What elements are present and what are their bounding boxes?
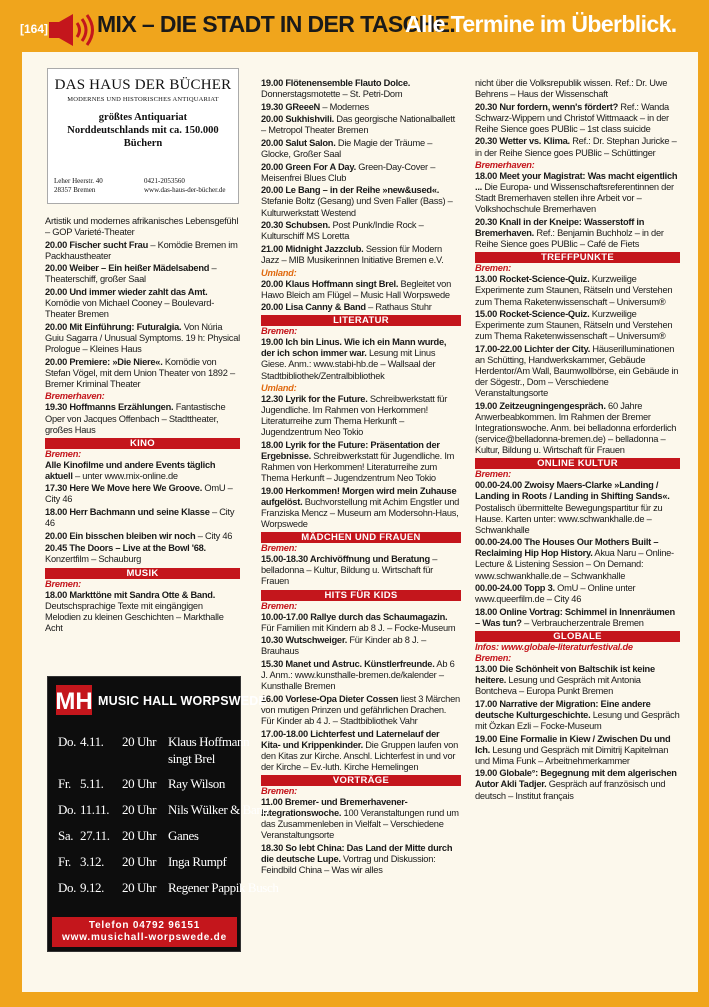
entry-title: 20.00 Klaus Hoffmann singt Brel.	[261, 278, 399, 289]
entry-details: OmU – Online unter www.queerfilm.de – City 46	[475, 583, 636, 605]
listing-entry	[261, 486, 461, 530]
entry-details: Vortrag und Diskussion: Feindbild China – Was wir alles	[261, 853, 436, 875]
page-title: MIX – DIE STADT IN DER TASCHE.	[97, 11, 456, 37]
city-label: Infos: www.globale-literaturfestival.de	[475, 642, 633, 653]
entry-details: Gespräch auf französisch und deutsch – Institut français	[475, 779, 666, 801]
entry-title: 20.00 Fischer sucht Frau	[45, 239, 149, 250]
entry-title: 00.00-24.00 Topp 3.	[475, 583, 555, 594]
entry-details: Lesung und Gespräch mit Dimitrij Kapitelman und Mima Funk – Arbeitnehmerkammer	[475, 744, 669, 766]
listing-entry	[261, 797, 461, 841]
entry-title: 20.00 Green For A Day.	[261, 161, 356, 172]
entry-title: 20.00 Sukhishvili.	[261, 114, 335, 125]
entry-details: – unter www.mix-online.de	[72, 470, 178, 481]
event-act: Regener Pappik Busch	[168, 880, 279, 895]
event-act: Klaus Hoffmann	[168, 734, 250, 749]
ad-books-name: DAS HAUS DER BÜCHER	[54, 77, 232, 93]
listing-entry	[475, 607, 680, 629]
listing-entry	[45, 287, 240, 320]
entry-title: 00.00-24.00 The Houses Our Mothers Built – Reclaiming Hip Hop History.	[475, 537, 659, 559]
entry-title: 19.00 Eine Formalie in Kiew / Zwischen Du und Ich.	[475, 733, 671, 755]
listing-entry	[261, 554, 461, 587]
entry-title: 18.30 So lebt China: Das Land der Mitte durch die deutsche Lupe.	[261, 842, 453, 864]
listing-entry	[261, 220, 461, 242]
listing-entry	[261, 612, 461, 634]
entry-details: Post Punk/Indie Rock – Kulturschiff MS Loretta	[261, 220, 424, 242]
event-date: 9.12.	[80, 880, 105, 895]
entry-title: 17.00-18.00 Lichterfest und Laternelauf der Kita- und Krippenkinder.	[261, 728, 440, 750]
entry-title: 20.00 Le Bang – in der Reihe »new&used«.	[261, 185, 440, 196]
city-label: Bremen:	[45, 578, 81, 589]
section-header: ONLINE KULTUR	[475, 458, 680, 469]
entry-title: 19.00 Ich bin Linus. Wie ich ein Mann wurde, der ich schon immer war.	[261, 337, 447, 359]
listing-entry: Artistik und modernes afrikanisches Lebensgefühl – GOP Varieté-Theater	[45, 216, 239, 238]
region-label: Umland:	[261, 267, 297, 278]
section-header: TREFFPUNKTE	[475, 252, 680, 263]
entry-details: Akua Naru – Online-Lecture & Listening Session – On Demand: www.schwankhalle.de – Schwankhalle	[475, 548, 674, 581]
city-label: Bremen:	[475, 653, 511, 664]
entry-details: Von Núria Guiu Sagarra / Unusual Symptoms. 19 h: Physical Prologue – Kleines Haus	[45, 321, 240, 355]
entry-title: 15.00 Rocket-Science-Quiz.	[475, 309, 590, 320]
ad-books-claim: größtes Antiquariat Norddeutschlands mit ca. 150.000 Büchern	[67, 112, 219, 149]
entry-details: – City 46	[45, 507, 235, 529]
entry-details: Kurzweilige Experimente zum Staunen, Rätseln und Verstehen zum Thema Raketenwissenschaft – Universum®	[475, 274, 673, 307]
entry-details: Für Familien mit Kindern ab 8 J. – Focke-Museum	[261, 622, 456, 633]
listing-entry	[45, 240, 240, 262]
entry-details: 60 Jahre Anwerbeabkommen. Im Rahmen der Bremer Integrationswoche. Anm. bei belladonna erforderlich (service@belladonna-bremen.de) – belladonna – Kultur, Bildung u. Wirtschaft für Frauen	[475, 400, 677, 456]
listing-entry	[261, 440, 461, 484]
entry-title: 10.00-17.00 Rallye durch das Schaumagazin.	[261, 611, 448, 622]
section-header: KINO	[45, 438, 240, 449]
music-hall-logo	[55, 683, 268, 717]
entry-title: 11.00 Bremer- und Bremerhavener-Integrationswoche.	[261, 796, 408, 818]
entry-title: 21.00 Midnight Jazzclub.	[261, 243, 364, 254]
listing-entry	[475, 583, 680, 605]
listing-entry	[45, 460, 240, 482]
entry-details: Lesung und Gespräch mit Özkan Ezli – Focke-Museum	[475, 709, 680, 731]
entry-details: Green-Day-Cover – Meisenfrei Blues Club	[261, 161, 436, 183]
listing-entry	[261, 162, 461, 184]
entry-details: Begleitet von Hawo Bleich am Flügel – Music Hall Worpswede	[261, 278, 452, 300]
listing-entry	[261, 337, 461, 381]
entry-details: – Modernes	[320, 101, 369, 112]
event-act: Inga Rumpf	[168, 854, 227, 869]
entry-title: Alle Kinofilme und andere Events täglich aktuell	[45, 459, 216, 481]
entry-title: 00.00-24.00 Zwoisy Maers-Clarke »Landing / Landing in Roots / Landing in Shifting Sands«.	[475, 480, 670, 502]
section-header: GLOBALE	[475, 631, 680, 642]
listing-entry	[261, 114, 461, 136]
listing-entry	[45, 402, 240, 435]
entry-title: 18.00 Herr Bachmann und seine Klasse	[45, 507, 210, 518]
entry-details: Komödie von Michael Cooney – Boulevard-Theater Bremen	[45, 298, 215, 320]
ad-haus-der-buecher[interactable]	[47, 68, 239, 204]
entry-details: Postalisch übermittelte Bewegungspartitur für zu Hause. Karten unter: www.schwankhalle.de – Schwankhalle	[475, 502, 663, 535]
entry-details: Deutschsprachige Texte mit eingängigen Melodien zu kleinen Geschichten – Markthalle Acht	[45, 600, 224, 633]
event-day: Fr.	[58, 776, 71, 791]
listing-entry	[45, 543, 240, 565]
entry-title: 19.00 Herkommen! Morgen wird mein Zuhause aufgelöst.	[261, 485, 457, 507]
listing-entry	[475, 480, 680, 535]
event-time: 20 Uhr	[122, 776, 157, 791]
listing-entry	[475, 136, 680, 158]
entry-title: 20.30 Schubsen.	[261, 220, 331, 231]
section-header: HITS FÜR KIDS	[261, 590, 461, 601]
listing-entry	[475, 537, 680, 581]
entry-details: – Rathaus Stuhr	[365, 302, 432, 313]
entry-details: liest 3 Märchen von mutigen Prinzen und gefährlichen Drachen. Für Kinder ab 4 J. – Stadtbibliothek Vahr	[261, 693, 460, 726]
listing-column-1	[45, 216, 240, 635]
entry-details: Stefanie Boltz (Gesang) und Sven Faller (Bass) – Kulturwerkstatt Westend	[261, 196, 453, 218]
listing-entry	[261, 102, 461, 113]
entry-title: 20.00 Salut Salon.	[261, 137, 336, 148]
listing-entry	[261, 843, 461, 876]
listing-entry	[45, 263, 240, 285]
event-date: 11.11.	[80, 802, 110, 817]
listing-entry	[475, 664, 680, 697]
entry-details: Für Kinder ab 8 J. – Brauhaus	[261, 635, 427, 657]
entry-details: Fantastische Oper von Jacques Offenbach – Stadttheater, großes Haus	[45, 402, 226, 435]
city-label: Bremen:	[45, 448, 81, 459]
event-act: Ray Wilson	[168, 776, 225, 791]
event-time: 20 Uhr	[122, 802, 157, 817]
entry-title: 19.00 Zeitzeugningengespräch.	[475, 400, 606, 411]
entry-title: 20.30 Nur fordern, wenn's fördert?	[475, 101, 619, 112]
entry-details: Lesung mit Linus Giese. Anm.: www.stabi-hb.de – Wallsaal der Stadtbibliothek/Zentralbibliothek	[261, 348, 436, 381]
region-label: Umland:	[261, 383, 297, 394]
ad-books-address: Leher Heerstr. 40 28357 Bremen	[54, 177, 103, 194]
city-label: Bremerhaven:	[45, 391, 105, 402]
entry-details: Schreibwerkstatt für Jugendliche. Im Rahmen von Herkommen! Literaturreihe zum Thema Herkunft – Jugendzentrum Neo Tokio	[261, 451, 455, 484]
listing-entry	[45, 322, 240, 355]
listing-entry	[475, 401, 680, 456]
entry-details: Ref.: Dr. Stephan Juricke – in der Reihe Sience goes PUBlic – Schüttinger	[475, 136, 677, 158]
entry-details: – Theaterschiff, großer Saal	[45, 263, 217, 285]
entry-details: – Verbraucherzentrale Bremen	[521, 617, 644, 628]
city-label: Bremerhaven:	[475, 160, 535, 171]
listing-column-3	[475, 78, 680, 803]
entry-title: 18.00 Lyrik for the Future: Präsentation der Ergebnisse.	[261, 440, 440, 462]
entry-details: Kurzweilige Experimente zum Staunen, Rätseln und Verstehen zum Thema Raketenwissenschaft – Universum®	[475, 309, 673, 342]
event-date: 3.12.	[80, 854, 105, 869]
listing-entry: nicht über die Volksrepublik wissen. Ref.: Dr. Uwe Behrens – Haus der Wissenschaft	[475, 78, 668, 100]
entry-details: – City 46	[195, 530, 233, 541]
event-day: Fr.	[58, 854, 71, 869]
event-act: singt Brel	[168, 751, 215, 766]
music-hall-logo-mark: MH	[55, 688, 93, 715]
entry-title: 17.00-22.00 Lichter der City.	[475, 343, 591, 354]
entry-title: 19.00 Globale°: Begegnung mit dem algerischen Autor Akli Tadjer.	[475, 768, 677, 790]
entry-title: 20.00 Ein bisschen bleiben wir noch	[45, 530, 196, 541]
listing-entry	[475, 699, 680, 732]
page-number: [164]	[20, 22, 49, 36]
entry-title: 20.00 Lisa Canny & Band	[261, 302, 366, 313]
entry-title: 10.30 Wutschweiger.	[261, 635, 348, 646]
ad-books-contact: 0421-2053560 www.das-haus-der-bücher.de	[144, 177, 226, 194]
entry-details: Komödie von Stefan Vögel, mit dem Union Theater von 1892 – Bremer Kriminal Theater	[45, 356, 235, 389]
event-date: 5.11.	[80, 776, 104, 791]
entry-details: 100 Veranstaltungen rund um das Zusammenleben in Vielfalt – Verschiedene Veranstaltungsorte	[261, 807, 459, 841]
entry-details: Ref.: Wanda Schwarz-Wippern und Christof Wittmaack – in der Reihe Sience goes PUBlic – 1st class suicide	[475, 101, 669, 134]
listing-entry	[261, 138, 461, 160]
listing-entry	[261, 635, 461, 657]
event-date: 27.11.	[80, 828, 110, 843]
listing-entry	[475, 309, 680, 342]
event-date: 4.11.	[80, 734, 104, 749]
event-time: 20 Uhr	[122, 828, 157, 843]
section-header: VORTRÄGE	[261, 775, 461, 786]
entry-details: Ref.: Benjamin Buchholz – in der Reihe Sience goes PUBlic – Café de Fiets	[475, 228, 664, 250]
entry-title: 19.30 Hoffmanns Erzählungen.	[45, 402, 174, 413]
entry-details: Die Gruppen laufen von den Kitas zur Kirche. Anschl. Lichterfest in und vor der Kirche – Ev.-luth. Kirche Hemelingen	[261, 739, 459, 772]
listing-entry	[261, 302, 461, 313]
entry-details: Die Magie der Träume – Glocke, Großer Saal	[261, 137, 433, 160]
entry-title: 20.00 Mit Einführung: Futuralgia.	[45, 321, 182, 332]
entry-details: Konzertfilm – Schauburg	[45, 554, 142, 565]
page-subtitle: Alle Termine im Überblick.	[405, 11, 677, 37]
entry-details: Buchvorstellung mit Achim Engstler und Franziska Mencz – Museum am Modersohn-Haus, Worpswede	[261, 497, 460, 530]
listing-entry	[475, 734, 680, 767]
section-header: LITERATUR	[261, 315, 461, 326]
event-day: Do.	[58, 802, 76, 817]
section-header: MUSIK	[45, 568, 240, 579]
event-act: Nils Wülker & Band	[168, 802, 269, 817]
event-day: Do.	[58, 734, 76, 749]
entry-title: 19.30 GReeeN	[261, 101, 321, 112]
entry-title: 19.00 Flötenensemble Flauto Dolce.	[261, 78, 411, 88]
entry-title: 20.30 Knall in der Kneipe: Wasserstoff in Bremerhaven.	[475, 217, 645, 239]
entry-title: 20.00 Premiere: »Die Niere«.	[45, 356, 163, 367]
listing-entry	[45, 590, 240, 634]
entry-title: 12.30 Lyrik for the Future.	[261, 394, 368, 405]
listing-entry	[475, 768, 680, 801]
entry-title: 17.30 Here We Move here We Groove.	[45, 483, 203, 494]
city-label: Bremen:	[475, 469, 511, 480]
page-footer	[0, 992, 709, 1007]
entry-details: Session für Modern Jazz – MIB Musikerinnen Initiative Bremen e.V.	[261, 243, 444, 265]
event-time: 20 Uhr	[122, 734, 157, 749]
listing-entry	[261, 185, 461, 218]
entry-details: OmU – City 46	[45, 483, 233, 505]
entry-title: 18.00 Online Vortrag: Schimmel in Innenräumen – Was tun?	[475, 606, 675, 628]
entry-details: Häuserilluminationen an Schütting, Handwerkskammer, Gebäude Herdentor/Am Wall, Baumwollbörse, ein Gebäude in der Sögestr., Dom – Verschiedene Veranstaltungsorte	[475, 343, 679, 399]
music-hall-contact[interactable]: Telefon 04792 96151 www.musichall-worpswede.de	[52, 917, 237, 947]
event-time: 20 Uhr	[122, 854, 157, 869]
entry-details: Das georgische Nationalballett – Metropol Theater Bremen	[261, 114, 455, 136]
entry-details: – Komödie Bremen im Packhaustheater	[45, 239, 238, 261]
entry-title: 17.00 Narrative der Migration: Eine andere deutsche Kulturgeschichte.	[475, 698, 651, 720]
entry-title: 13.00 Rocket-Science-Quiz.	[475, 274, 590, 285]
listing-entry	[261, 729, 461, 773]
listing-entry	[475, 217, 680, 250]
listing-entry	[475, 274, 680, 307]
listing-column-2	[261, 78, 461, 878]
right-margin	[698, 50, 709, 1007]
event-act: Ganes	[168, 828, 199, 843]
listing-entry	[261, 694, 461, 727]
music-hall-logo-text: MUSIC HALL WORPSWEDE	[98, 694, 268, 708]
listing-entry	[475, 102, 680, 135]
entry-title: 20.30 Wetter vs. Klima.	[475, 136, 570, 147]
city-label: Bremen:	[261, 600, 297, 611]
listing-entry	[261, 244, 461, 266]
listing-entry	[475, 344, 680, 399]
entry-title: 15.00-18.30 Archivöffnung und Beratung	[261, 554, 430, 565]
city-label: Bremen:	[475, 263, 511, 274]
page-header	[0, 0, 709, 50]
entry-details: Lesung und Gespräch mit Antonia Bontcheva – Europa Punkt Bremen	[475, 675, 641, 697]
entry-details: Donnerstagsmotette – St. Petri-Dom	[261, 89, 403, 100]
event-day: Sa.	[58, 828, 74, 843]
entry-title: 13.00 Die Schönheit von Baltschik ist keine heitere.	[475, 664, 655, 686]
listing-entry	[261, 78, 461, 100]
listing-entry	[475, 171, 680, 215]
entry-details: Schreibwerkstatt für Jugendliche. Im Rahmen von Herkommen! Literaturreihe zum Thema Herkunft – Jugendzentrum Neo Tokio	[261, 394, 448, 438]
entry-title: 18.00 Meet your Magistrat: Was macht eigentlich ...	[475, 171, 678, 193]
speaker-icon	[45, 12, 95, 48]
event-day: Do.	[58, 880, 76, 895]
listing-entry	[45, 483, 240, 505]
listing-entry	[45, 357, 240, 390]
listing-page	[22, 52, 698, 992]
entry-details: – belladonna – Kultur, Bildung u. Wirtschaft für Frauen	[261, 554, 438, 587]
listing-entry	[45, 531, 240, 542]
entry-title: 20.45 The Doors – Live at the Bowl '68.	[45, 543, 206, 554]
city-label: Bremen:	[261, 326, 297, 337]
entry-title: 18.00 Markttöne mit Sandra Otte & Band.	[45, 589, 216, 600]
city-label: Bremen:	[261, 785, 297, 796]
listing-entry	[261, 279, 461, 301]
entry-title: 20.00 Weiber – Ein heißer Mädelsabend	[45, 263, 210, 274]
listing-entry	[261, 394, 461, 438]
entry-title: 16.00 Vorlese-Opa Dieter Cossen	[261, 693, 399, 704]
section-header: MÄDCHEN UND FRAUEN	[261, 532, 461, 543]
entry-title: 15.30 Manet und Astruc. Künstlerfreunde.	[261, 658, 435, 669]
ad-books-tagline: MODERNES UND HISTORISCHES ANTIQUARIAT	[67, 96, 219, 103]
left-margin	[0, 50, 22, 1007]
entry-details: Ab 6 J. Anm.: www.kunsthalle-bremen.de/kalender – Kunsthalle Bremen	[261, 658, 455, 692]
entry-details: Die Europa- und Wissenschaftsreferentinnen der Stadt Bremerhaven stellen ihre Arbeit vor – Volkshochschule Bremerhaven	[475, 182, 674, 215]
listing-entry	[261, 659, 461, 692]
city-label: Bremen:	[261, 543, 297, 554]
entry-title: 20.00 Und immer wieder zahlt das Amt.	[45, 287, 208, 298]
listing-entry	[45, 507, 240, 529]
event-time: 20 Uhr	[122, 880, 157, 895]
